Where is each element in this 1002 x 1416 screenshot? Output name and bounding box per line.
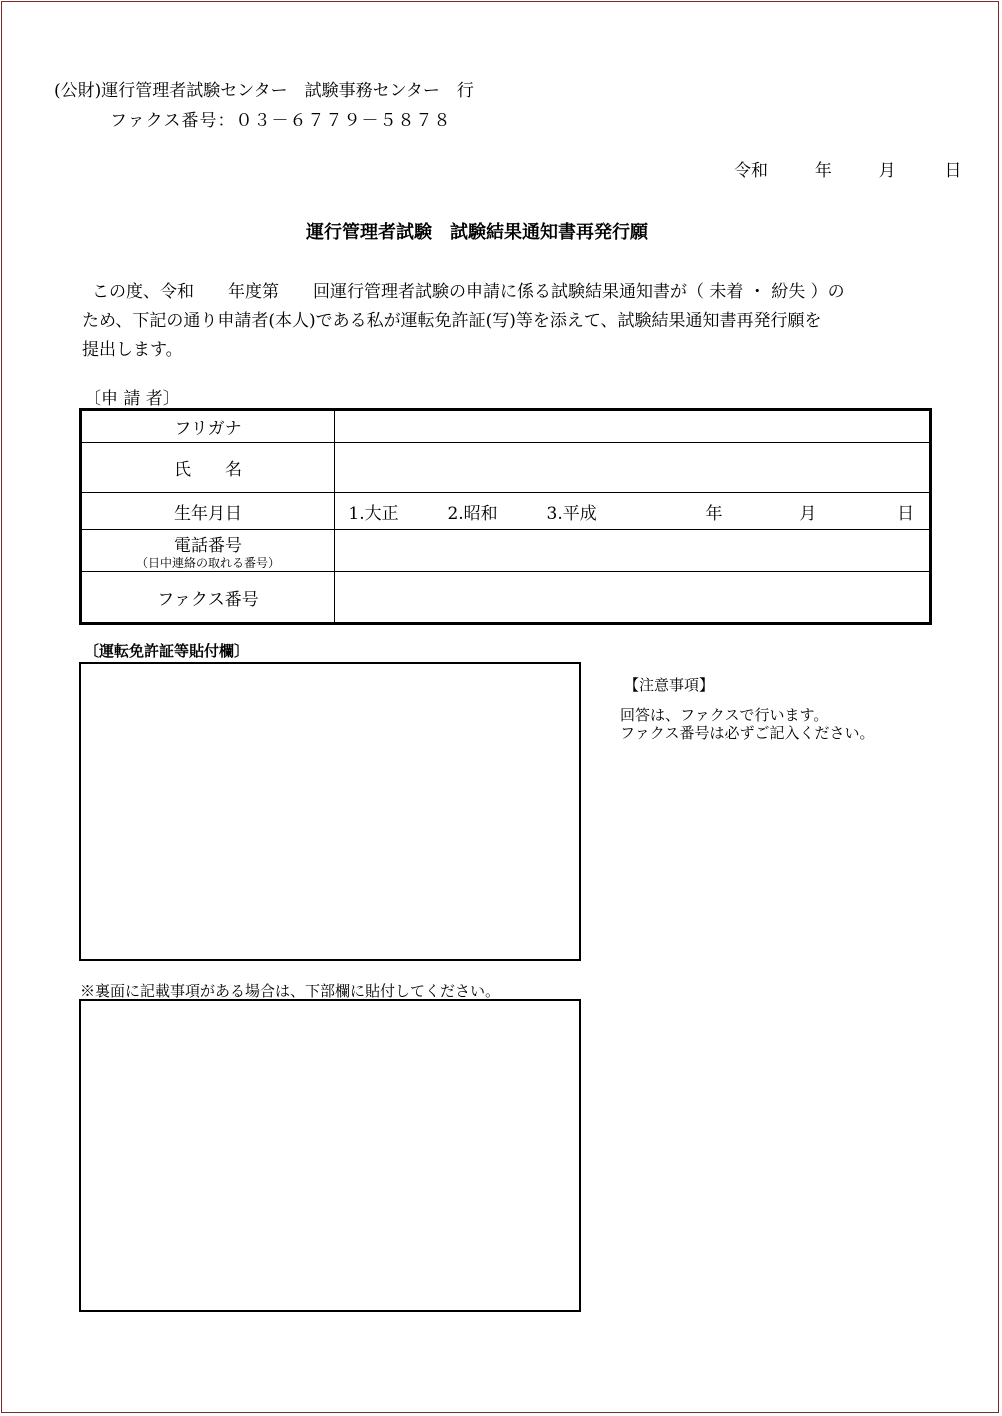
table-row-name (81, 443, 931, 493)
phone-label (81, 530, 335, 572)
era-option-showa[interactable]: 2.昭和 (447, 503, 498, 524)
license-section-heading: 〔運転免許証等貼付欄〕 (84, 642, 250, 660)
notes-line-2: ファクス番号は必ずご記入ください。 (620, 724, 875, 742)
back-side-note: ※裏面に記載事項がある場合は、下部欄に貼付してください。 (80, 982, 501, 1000)
application-date (734, 156, 961, 181)
era-option-heisei[interactable]: 3.平成 (546, 503, 597, 524)
license-paste-area-front[interactable] (79, 662, 581, 961)
phone-label-text: 電話番号 (174, 536, 242, 556)
applicant-section-heading: 〔申 請 者〕 (84, 389, 180, 409)
furigana-label: フリガナ (81, 410, 335, 443)
era-option-taisho[interactable]: 1.大正 (348, 503, 399, 524)
phone-field[interactable] (335, 530, 931, 572)
birth-day-label: 日 (897, 503, 915, 524)
birthdate-field[interactable] (335, 493, 931, 530)
fax-label: ファクス番号 (81, 572, 335, 624)
name-label: 氏 名 (81, 443, 335, 493)
fax-field[interactable] (335, 572, 931, 624)
notes-line-1: 回答は、ファクスで行います。 (620, 706, 829, 724)
document-title: 運行管理者試験 試験結果通知書再発行願 (306, 222, 648, 243)
birth-year-label: 年 (705, 503, 723, 524)
furigana-field[interactable] (335, 410, 931, 443)
date-day-label: 日 (944, 161, 962, 181)
applicant-table (79, 408, 932, 625)
table-row-furigana (81, 410, 931, 443)
notes-heading: 【注意事項】 (624, 676, 715, 694)
table-row-birthdate (81, 493, 931, 530)
date-era: 令和 (734, 161, 768, 181)
date-month-label: 月 (878, 161, 896, 181)
birthdate-label: 生年月日 (81, 493, 335, 530)
request-statement (82, 278, 922, 365)
birth-month-label: 月 (799, 503, 817, 524)
name-field[interactable] (335, 443, 931, 493)
addressee: (公財)運行管理者試験センター 試験事務センター 行 (54, 81, 474, 101)
table-row-fax (81, 572, 931, 624)
destination-fax-number: ファクス番号：０３－６７７９－５８７８ (110, 111, 452, 131)
statement-line-3: 提出します。 (82, 340, 183, 360)
license-paste-area-back[interactable] (79, 999, 581, 1312)
statement-line-2: ため、下記の通り申請者(本人)である私が運転免許証(写)等を添えて、試験結果通知書再発行願を (82, 311, 822, 331)
table-row-phone (81, 530, 931, 572)
statement-line-1: この度、令和 年度第 回運行管理者試験の申請に係る試験結果通知書が（ 未着 ・ 紛失 ）の (92, 282, 845, 302)
date-year-label: 年 (814, 161, 832, 181)
phone-label-note: （日中連絡の取れる番号） (135, 556, 280, 570)
